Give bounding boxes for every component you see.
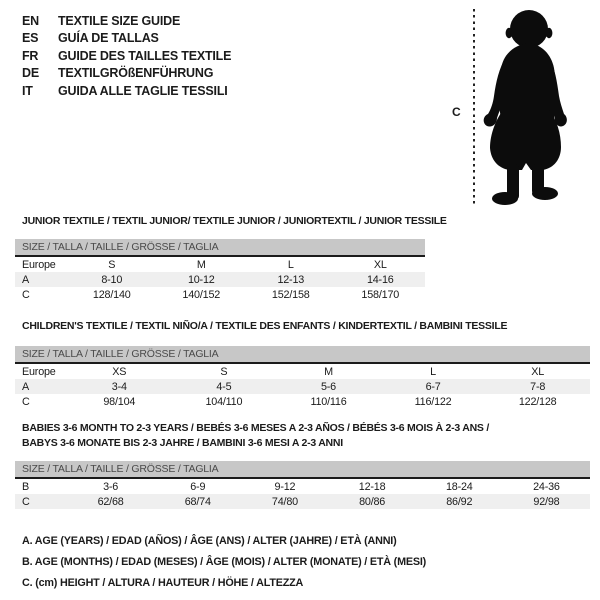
table-row xyxy=(15,287,425,302)
language-title: TEXTILGRÖßENFÜHRUNG xyxy=(58,66,214,81)
table-row xyxy=(15,257,425,272)
language-code: EN xyxy=(22,13,39,28)
table-cell: 92/98 xyxy=(533,495,560,508)
size-table xyxy=(15,239,425,302)
table-cell: XL xyxy=(531,365,545,378)
table-row xyxy=(15,394,590,409)
measurement-legend xyxy=(22,531,426,594)
size-table-header: SIZE / TALLA / TAILLE / GRÖSSE / TAGLIA xyxy=(15,346,590,364)
legend-line: A. AGE (YEARS) / EDAD (AÑOS) / ÂGE (ANS) / ALTER (JAHRE) / ETÀ (ANNI) xyxy=(22,535,397,547)
language-row xyxy=(22,65,231,83)
toddler-silhouette-icon xyxy=(479,7,575,207)
row-label: A xyxy=(22,273,30,286)
section-title-line: JUNIOR TEXTILE / TEXTIL JUNIOR/ TEXTILE JUNIOR / JUNIORTEXTIL / JUNIOR TESSILE xyxy=(22,215,447,227)
table-row xyxy=(15,379,590,394)
table-row xyxy=(15,494,590,509)
height-measure-line xyxy=(473,9,475,206)
table-cell: S xyxy=(220,365,228,378)
language-title: GUIDE DES TAILLES TEXTILE xyxy=(58,48,232,63)
table-row xyxy=(15,272,425,287)
language-code: IT xyxy=(22,83,33,98)
section-title-line: BABYS 3-6 MONATE BIS 2-3 JAHRE / BAMBINI 3-6 MESI A 2-3 ANNI xyxy=(22,437,343,449)
table-cell: M xyxy=(196,258,206,271)
language-row xyxy=(22,82,231,100)
table-cell: 158/170 xyxy=(361,288,400,301)
table-cell: L xyxy=(287,258,294,271)
table-cell: 12-13 xyxy=(277,273,305,286)
table-cell: 8-10 xyxy=(101,273,123,286)
table-cell: 7-8 xyxy=(530,380,546,393)
language-code: FR xyxy=(22,48,39,63)
row-label: C xyxy=(22,395,30,408)
table-cell: 3-6 xyxy=(103,480,119,493)
section-title xyxy=(15,215,447,228)
table-cell: 62/68 xyxy=(97,495,124,508)
language-row xyxy=(22,47,231,65)
legend-line: B. AGE (MONTHS) / EDAD (MESES) / ÂGE (MOIS) / ALTER (MONATE) / ETÀ (MESI) xyxy=(22,556,427,568)
row-label: C xyxy=(22,495,30,508)
language-row xyxy=(22,30,231,48)
table-cell: 9-12 xyxy=(274,480,296,493)
language-title: GUÍA DE TALLAS xyxy=(58,31,159,46)
section-junior xyxy=(15,215,447,302)
table-cell: 128/140 xyxy=(92,288,131,301)
section-babies xyxy=(15,421,590,509)
size-table xyxy=(15,461,590,509)
table-cell: M xyxy=(324,365,333,378)
size-table xyxy=(15,346,590,409)
section-title xyxy=(15,421,590,451)
size-table-header: SIZE / TALLA / TAILLE / GRÖSSE / TAGLIA xyxy=(15,461,590,479)
section-title-line: CHILDREN'S TEXTILE / TEXTIL NIÑO/A / TEXTILE DES ENFANTS / KINDERTEXTIL / BAMBINI TESSILE xyxy=(22,320,508,332)
table-cell: XL xyxy=(373,258,387,271)
table-cell: 74/80 xyxy=(271,495,298,508)
table-cell: 24-36 xyxy=(533,480,560,493)
table-row xyxy=(15,364,590,379)
table-cell: 18-24 xyxy=(445,480,473,493)
table-cell: 152/158 xyxy=(271,288,310,301)
table-cell: 122/128 xyxy=(518,395,557,408)
table-cell: 98/104 xyxy=(103,395,136,408)
table-row xyxy=(15,479,590,494)
table-cell: 68/74 xyxy=(184,495,211,508)
table-cell: 6-9 xyxy=(190,480,206,493)
size-table-header: SIZE / TALLA / TAILLE / GRÖSSE / TAGLIA xyxy=(15,239,425,257)
language-list xyxy=(22,12,231,100)
language-row xyxy=(22,12,231,30)
row-label: C xyxy=(22,288,30,301)
table-cell: 104/110 xyxy=(205,395,243,408)
table-cell: 14-16 xyxy=(366,273,394,286)
language-title: TEXTILE SIZE GUIDE xyxy=(58,13,181,28)
section-title-line: BABIES 3-6 MONTH TO 2-3 YEARS / BEBÉS 3-6 MESES A 2-3 AÑOS / BÉBÉS 3-6 MOIS À 2-3 ANS / xyxy=(22,422,490,434)
language-title: GUIDA ALLE TAGLIE TESSILI xyxy=(58,83,228,98)
legend-line: C. (cm) HEIGHT / ALTURA / HAUTEUR / HÖHE / ALTEZZA xyxy=(22,577,304,589)
table-cell: 6-7 xyxy=(425,380,441,393)
table-cell: 80/86 xyxy=(359,495,386,508)
row-label: Europe xyxy=(22,365,56,378)
section-children xyxy=(15,320,590,409)
table-cell: 140/152 xyxy=(182,288,221,301)
table-cell: XS xyxy=(112,365,127,378)
table-cell: 4-5 xyxy=(216,380,232,393)
table-cell: 86/92 xyxy=(446,495,473,508)
language-code: DE xyxy=(22,66,39,81)
table-cell: L xyxy=(430,365,436,378)
row-label: A xyxy=(22,380,30,393)
table-cell: 10-12 xyxy=(187,273,215,286)
height-label: C xyxy=(452,105,461,119)
row-label: Europe xyxy=(22,258,56,271)
row-label: B xyxy=(22,480,30,493)
section-title xyxy=(15,320,590,333)
table-cell: S xyxy=(108,258,116,271)
table-cell: 116/122 xyxy=(414,395,452,408)
table-cell: 3-4 xyxy=(111,380,127,393)
table-cell: 5-6 xyxy=(320,380,336,393)
language-code: ES xyxy=(22,31,39,46)
table-cell: 110/116 xyxy=(310,395,347,408)
table-cell: 12-18 xyxy=(358,480,386,493)
